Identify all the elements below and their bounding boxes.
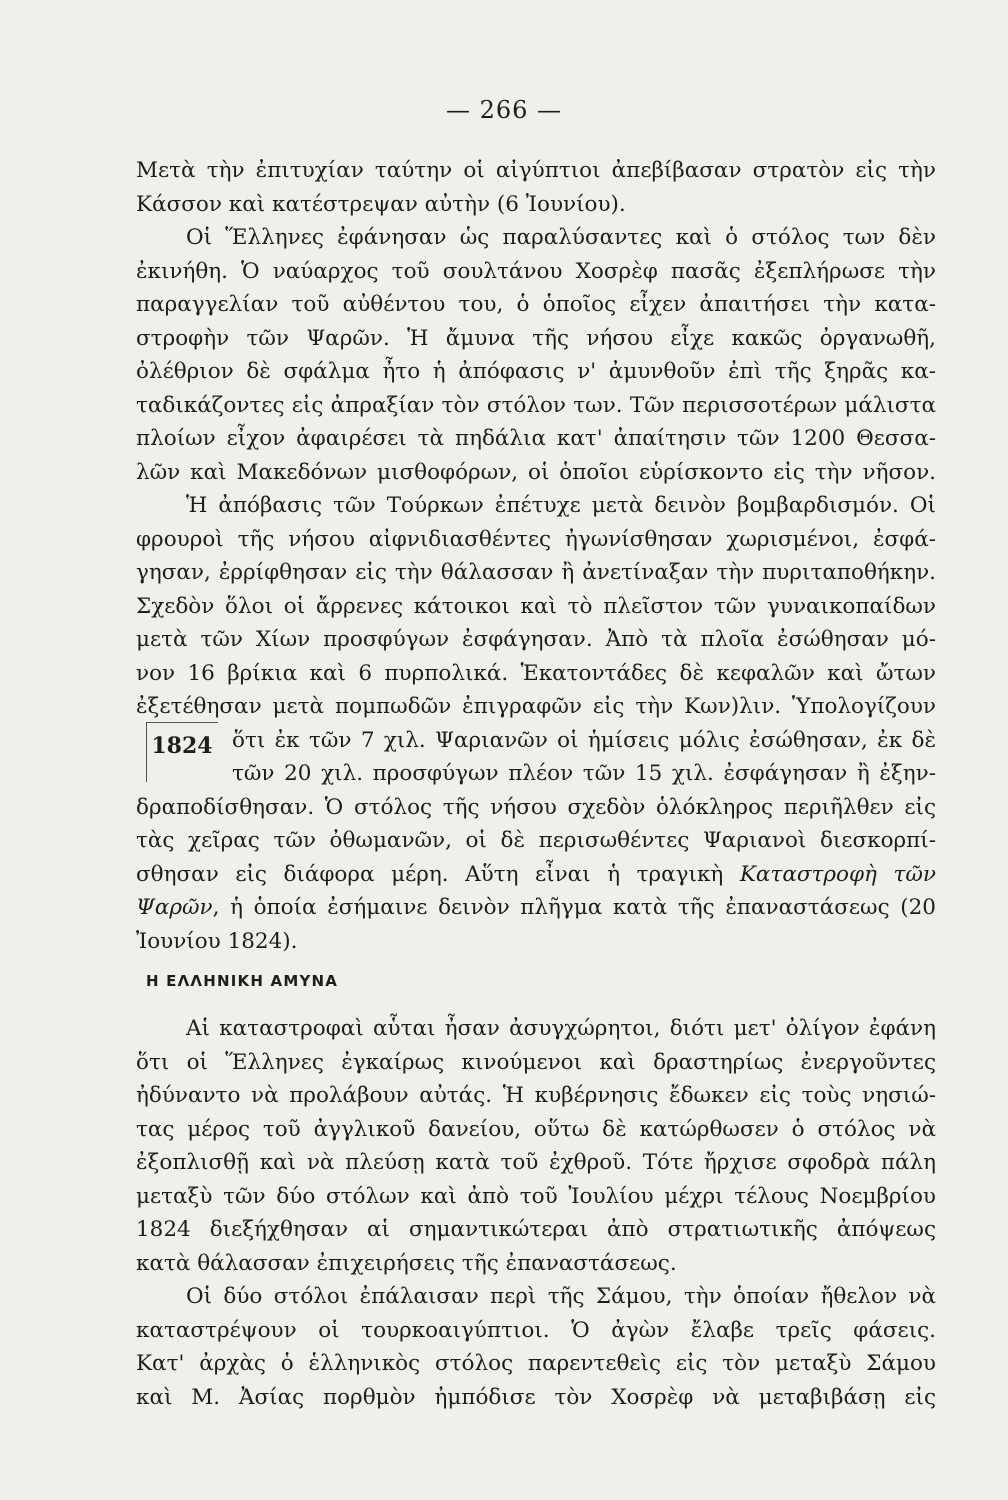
text-line: Οἱ δύο στόλοι ἐπάλαισαν περὶ τῆς Σάμου, τὴν ὁποίαν ἤθελον νὰ [186,1284,936,1309]
text-line: γησαν, ἐρρίφθησαν εἰς τὴν θάλασσαν ἢ ἀνετίναξαν τὴν πυριταποθήκην. [136,560,936,585]
text-line: Κατ' ἀρχὰς ὁ ἑλληνικὸς στόλος παρεντεθεὶς εἰς τὸν μεταξὺ Σάμου [136,1351,936,1376]
page-number: — 266 — [445,96,563,124]
section-heading: Η ΕΛΛΗΝΙΚΗ ΑΜΥΝΑ [146,972,339,990]
text-line: πλοίων εἶχον ἀφαιρέσει τὰ πηδάλια κατ' ἀπαίτησιν τῶν 1200 Θεσσα- [136,426,936,451]
text-line: καταστρέψουν οἱ τουρκοαιγύπτιοι. Ὁ ἀγὼν ἔλαβε τρεῖς φάσεις. [136,1317,936,1343]
text-line: Αἱ καταστροφαὶ αὗται ἦσαν ἀσυγχώρητοι, διότι μετ' ὀλίγον ἐφάνη [186,1016,936,1041]
text-line: τῶν 20 χιλ. προσφύγων πλέον τῶν 15 χιλ. ἐσφάγησαν ἢ ἐξην- [232,761,936,786]
text-line: ταδικάζοντες εἰς ἀπραξίαν τὸν στόλον των. Τῶν περισσοτέρων μάλιστα [136,392,936,418]
italic-title: Καταστροφὴ τῶν [739,861,936,887]
text-line: κατὰ θάλασσαν ἐπιχειρήσεις τῆς ἐπαναστάσεως. [136,1250,677,1276]
text-line: τας μέρος τοῦ ἀγγλικοῦ δανείου, οὕτω δὲ κατώρθωσεν ὁ στόλος νὰ [136,1116,936,1142]
paragraph-block-2 [136,1012,936,1414]
text-line: καὶ Μ. Ἀσίας πορθμὸν ἠμπόδισε τὸν Χοσρὲφ νὰ μεταβιβάσῃ εἰς [136,1384,936,1410]
text-line: δραποδίσθησαν. Ὁ στόλος τῆς νήσου σχεδὸν ὁλόκληρος περιῆλθεν εἰς [136,794,936,820]
text-line [136,891,936,925]
text-line [136,858,936,892]
text-line: ὅτι ἐκ τῶν 7 χιλ. Ψαριανῶν οἱ ἡμίσεις μόλις ἐσώθησαν, ἐκ δὲ [232,727,936,753]
text-line: ὀλέθριον δὲ σφάλμα ἦτο ἡ ἀπόφασις ν' ἀμυνθοῦν ἐπὶ τῆς ξηρᾶς κα- [136,359,936,384]
text-line: τὰς χεῖρας τῶν ὀθωμανῶν, οἱ δὲ περισωθέντες Ψαριανοὶ διεσκορπί- [136,828,936,853]
text-segment: , ἡ ὁποία ἐσήμαινε δεινὸν πλῆγμα κατὰ τῆς ἐπαναστάσεως (20 [212,895,936,920]
text-line: ἐξοπλισθῇ καὶ νὰ πλεύσῃ κατὰ τοῦ ἐχθροῦ. Τότε ἤρχισε σφοδρὰ πάλη [136,1150,936,1175]
text-line: στροφὴν τῶν Ψαρῶν. Ἡ ἄμυνα τῆς νήσου εἶχε κακῶς ὀργανωθῆ, [136,325,936,351]
text-line: ἐκινήθη. Ὁ ναύαρχος τοῦ σουλτάνου Χοσρὲφ πασᾶς ἐξεπλήρωσε τὴν [136,258,936,284]
text-line: ἐξετέθησαν μετὰ πομπωδῶν ἐπιγραφῶν εἰς τὴν Κων)λιν. Ὑπολογίζουν [136,694,936,719]
text-line: λῶν καὶ Μακεδόνων μισθοφόρων, οἱ ὁποῖοι εὑρίσκοντο εἰς τὴν νῆσον. [136,459,936,485]
text-line: Ἡ ἀπόβασις τῶν Τούρκων ἐπέτυχε μετὰ δεινὸν βομβαρδισμόν. Οἱ [186,493,936,518]
text-line: μεταξὺ τῶν δύο στόλων καὶ ἀπὸ τοῦ Ἰουλίου μέχρι τέλους Νοεμβρίου [136,1183,936,1209]
text-line: Ἰουνίου 1824). [136,928,298,954]
text-line: νον 16 βρίκια καὶ 6 πυρπολικά. Ἑκατοντάδες δὲ κεφαλῶν καὶ ὤτων [136,660,936,686]
text-line: 1824 διεξήχθησαν αἱ σημαντικώτεραι ἀπὸ στρατιωτικῆς ἀπόψεως [136,1217,936,1242]
margin-year: 1824 [151,733,213,759]
text-line: ὅτι οἱ Ἕλληνες ἐγκαίρως κινούμενοι καὶ δραστηρίως ἐνεργοῦντες [136,1049,936,1075]
text-line: παραγγελίαν τοῦ αὐθέντου του, ὁ ὁποῖος εἶχεν ἀπαιτήσει τὴν κατα- [136,292,936,317]
margin-year-box [146,722,218,782]
text-segment: σθησαν εἰς διάφορα μέρη. Αὕτη εἶναι ἡ τραγικὴ [136,861,724,887]
text-line: Μετὰ τὴν ἐπιτυχίαν ταύτην οἱ αἰγύπτιοι ἀπεβίβασαν στρατὸν εἰς τὴν [136,158,936,183]
text-line: Σχεδὸν ὅλοι οἱ ἄρρενες κάτοικοι καὶ τὸ πλεῖστον τῶν γυναικοπαίδων [136,593,936,619]
italic-title: Ψαρῶν [136,895,213,920]
text-line: Οἱ Ἕλληνες ἐφάνησαν ὡς παραλύσαντες καὶ ὁ στόλος των δὲν [186,225,936,250]
paragraph-block-1 [136,154,936,958]
text-line: Κάσσον καὶ κατέστρεψαν αὐτὴν (6 Ἰουνίου). [136,191,626,217]
text-line: μετὰ τῶν Χίων προσφύγων ἐσφάγησαν. Ἀπὸ τὰ πλοῖα ἐσώθησαν μό- [136,627,936,652]
text-line: φρουροὶ τῆς νήσου αἰφνιδιασθέντες ἠγωνίσθησαν χωρισμένοι, ἐσφά- [136,526,936,552]
text-line: ἠδύναντο νὰ προλάβουν αὐτάς. Ἡ κυβέρνησις ἔδωκεν εἰς τοὺς νησιώ- [136,1083,936,1108]
